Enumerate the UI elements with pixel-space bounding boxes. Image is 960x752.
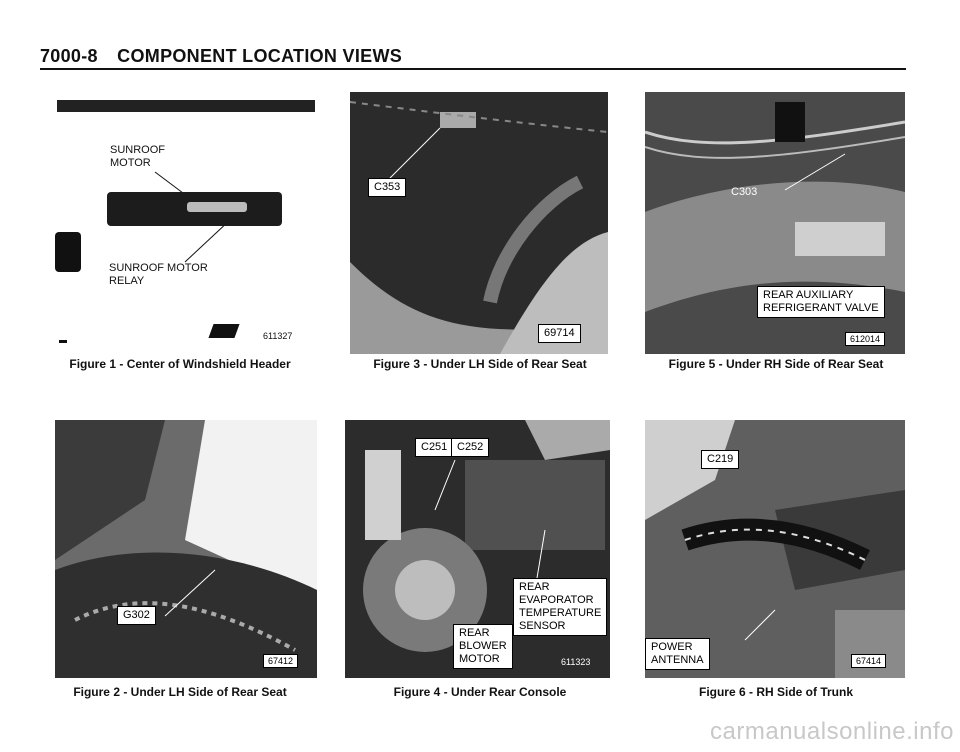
blower-line-1: REAR	[459, 627, 490, 639]
rear-evaporator-sensor-label	[513, 578, 607, 636]
sunroof-motor-label: SUNROOF MOTOR	[109, 262, 208, 274]
rear-blower-motor-label	[453, 624, 513, 669]
watermark: carmanualsonline.info	[710, 718, 954, 745]
connector-c219: C219	[701, 450, 739, 469]
figure-2-scene	[55, 420, 317, 678]
figure-1-part-shape	[208, 324, 239, 338]
figure-5-code: 612014	[845, 332, 885, 346]
page-number: 7000-8	[40, 46, 98, 66]
motor-label: MOTOR	[110, 157, 151, 169]
evap-line-3: TEMPERATURE	[519, 607, 602, 619]
connector-c353: C353	[368, 178, 406, 197]
figure-1-code: 611327	[263, 331, 293, 341]
figure-1-topbar	[57, 100, 315, 112]
rear-auxiliary-line: REAR AUXILIARY	[763, 289, 854, 301]
figure-6-caption: Figure 6 - RH Side of Trunk	[698, 685, 853, 699]
figure-3-caption: Figure 3 - Under LH Side of Rear Seat	[373, 357, 587, 371]
sunroof-label: SUNROOF	[110, 144, 165, 156]
figure-4-photo	[345, 420, 610, 678]
connector-c252: C252	[451, 438, 489, 457]
figure-3-photo	[350, 92, 608, 354]
evap-line-2: EVAPORATOR	[519, 594, 594, 606]
figure-1	[55, 92, 317, 354]
figure-4-code: 611323	[561, 657, 591, 667]
blower-line-2: BLOWER	[459, 640, 507, 652]
connector-g302: G302	[117, 606, 156, 625]
figure-2-caption: Figure 2 - Under LH Side of Rear Seat	[73, 685, 287, 699]
evap-line-4: SENSOR	[519, 620, 566, 632]
figure-5-caption: Figure 5 - Under RH Side of Rear Seat	[668, 357, 884, 371]
figure-1-motor-highlight	[187, 202, 247, 212]
page-header	[40, 46, 402, 67]
figure-1-arrow-mark	[59, 340, 67, 343]
connector-c251: C251	[415, 438, 453, 457]
blower-line-3: MOTOR	[459, 653, 500, 665]
figure-2-code: 67412	[263, 654, 298, 668]
connector-c303: C303	[731, 186, 758, 198]
power-antenna-label	[645, 638, 710, 670]
rear-auxiliary-valve-label	[757, 286, 885, 318]
figure-1-caption: Figure 1 - Center of Windshield Header	[69, 357, 291, 371]
figure-3-code: 69714	[538, 324, 581, 343]
power-line: POWER	[651, 641, 693, 653]
relay-label: RELAY	[109, 275, 145, 287]
evap-line-1: REAR	[519, 581, 550, 593]
figure-4-caption: Figure 4 - Under Rear Console	[393, 685, 567, 699]
antenna-line: ANTENNA	[651, 654, 704, 666]
figure-5-photo	[645, 92, 905, 354]
page-title: COMPONENT LOCATION VIEWS	[117, 46, 403, 66]
figure-3-scene	[350, 92, 608, 354]
header-rule	[40, 68, 906, 70]
figure-6-photo	[645, 420, 905, 678]
figure-2-photo	[55, 420, 317, 678]
figure-1-relay-shape	[55, 232, 81, 272]
figure-6-code: 67414	[851, 654, 886, 668]
refrigerant-valve-line: REFRIGERANT VALVE	[763, 302, 879, 314]
